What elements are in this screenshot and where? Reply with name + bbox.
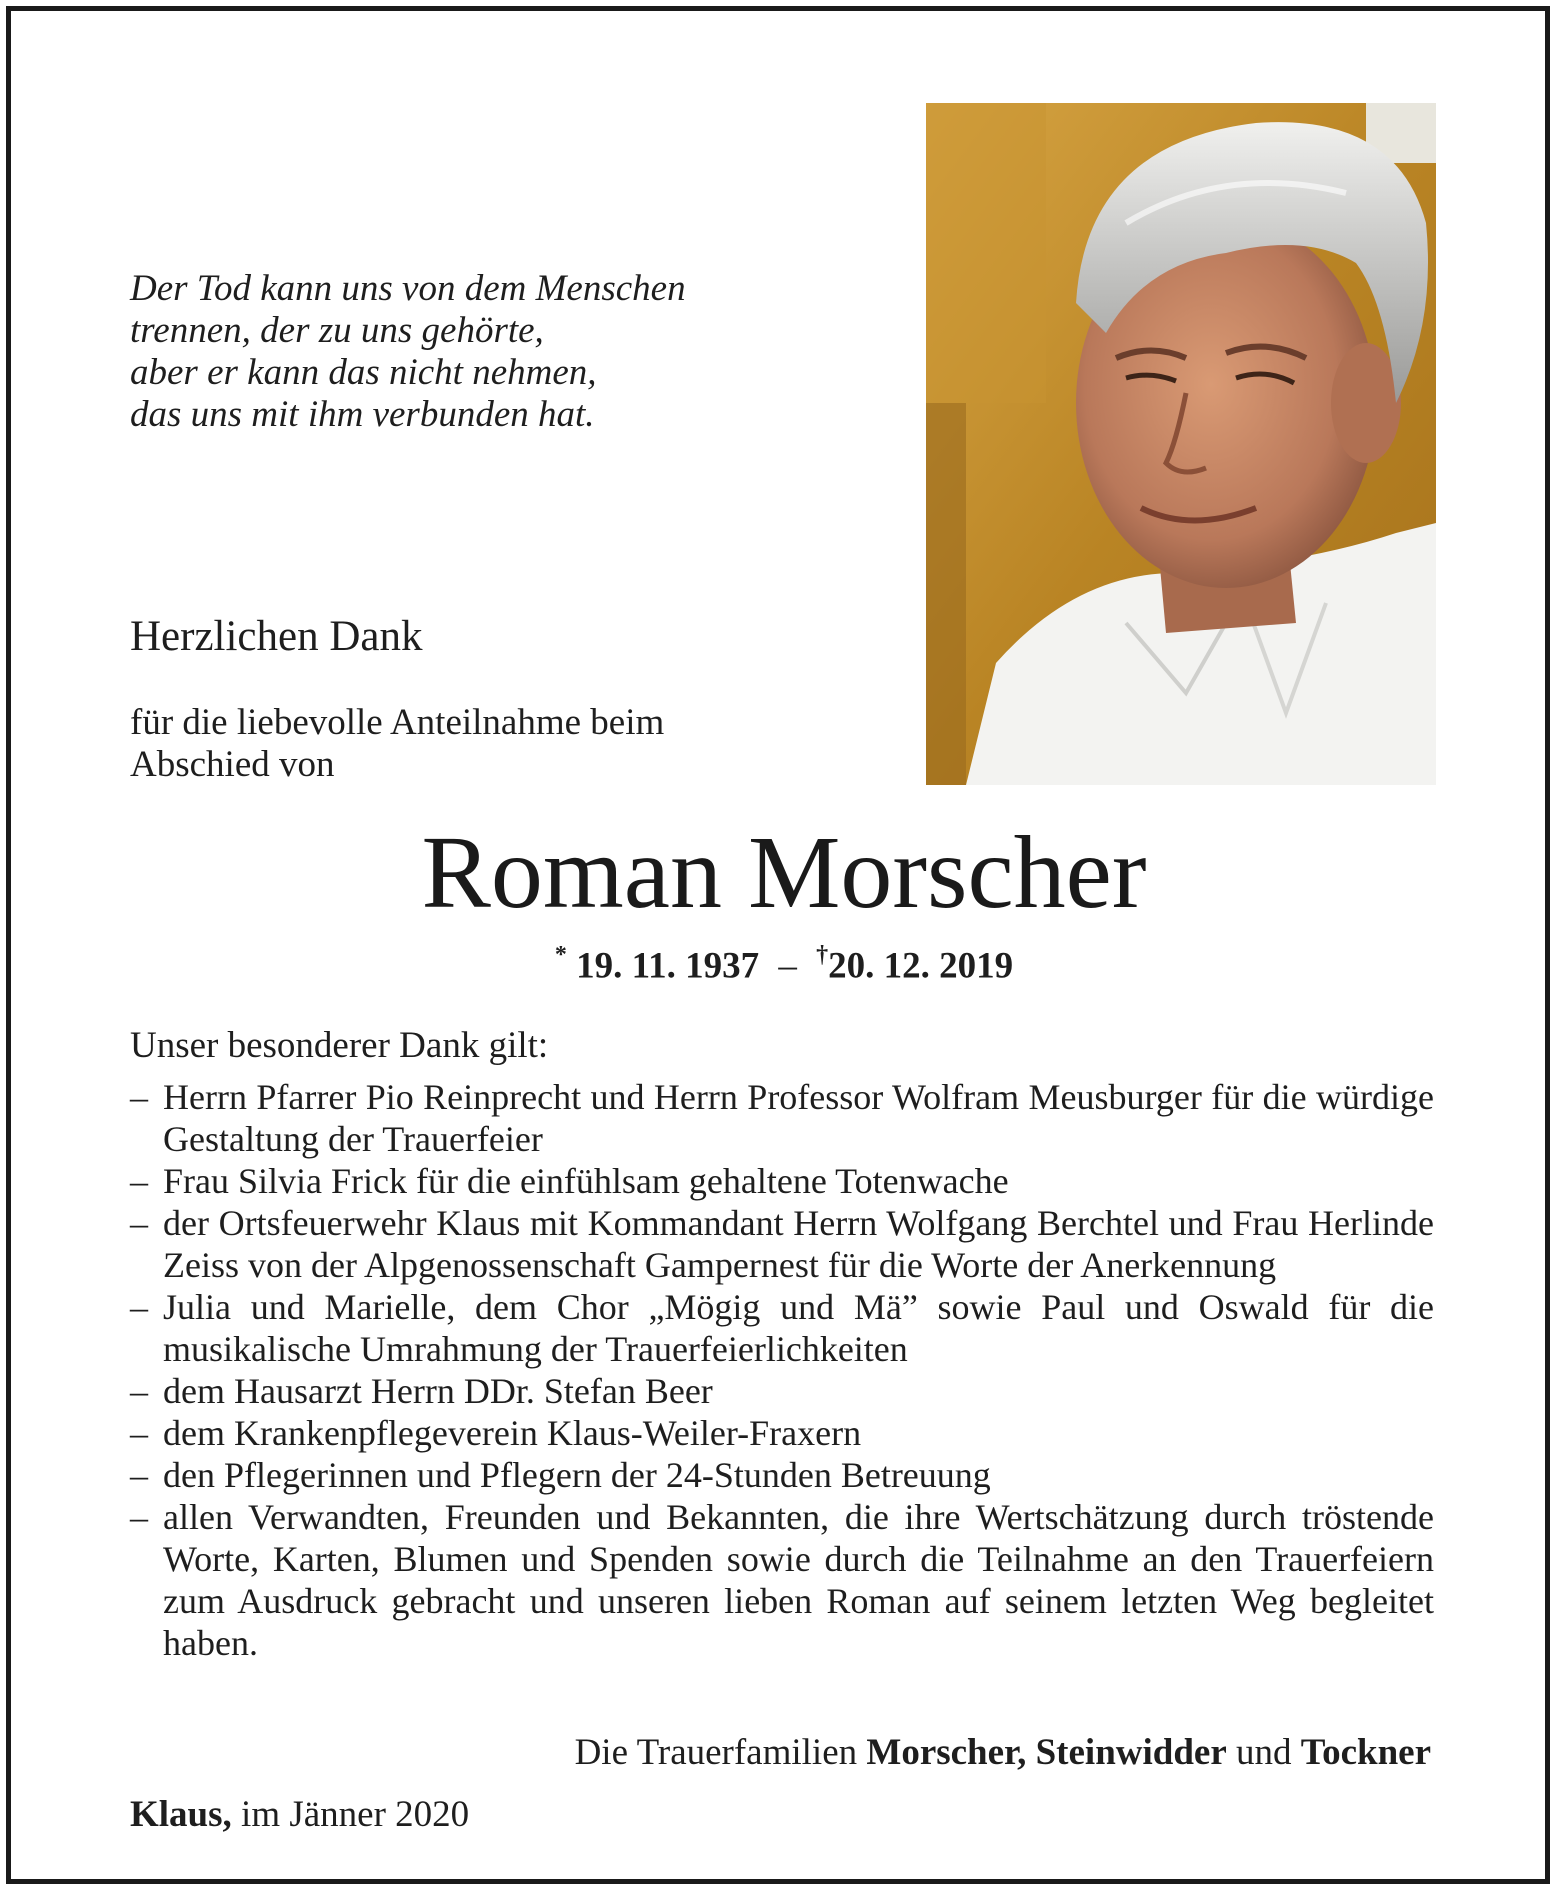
birth-date: 19. 11. 1937	[576, 945, 760, 987]
quote-line: trennen, der zu uns gehörte,	[130, 310, 544, 351]
dash-bullet: –	[130, 1413, 148, 1453]
list-item-text: Herrn Pfarrer Pio Reinprecht und Herrn Professor Wolfram Meusburger für die würdige Gestaltung der Trauerfeier	[163, 1077, 1434, 1159]
portrait-illustration	[926, 103, 1436, 785]
list-item-text: allen Verwandten, Freunden und Bekannten, die ihre Wertschätzung durch tröstende Worte, Karten, Blumen und Spenden sowie durch die Teilnahme an den Trauerfeiern zum Ausdruck gebracht und unseren lieben Roman auf seinem letzten Weg begleitet haben.	[163, 1497, 1434, 1663]
list-item-text: der Ortsfeuerwehr Klaus mit Kommandant Herrn Wolfgang Berchtel und Frau Herlinde Zeiss von der Alpgenossenschaft Gampernest für die Worte der Anerkennung	[163, 1203, 1434, 1285]
list-item-text: Frau Silvia Frick für die einfühlsam gehaltene Totenwache	[163, 1161, 1009, 1201]
list-item	[130, 1496, 1434, 1664]
list-item	[130, 1286, 1434, 1370]
list-item-text: dem Krankenpflegeverein Klaus-Weiler-Fraxern	[163, 1413, 862, 1453]
family-name: Morscher,	[866, 1732, 1027, 1773]
dash-bullet: –	[130, 1455, 148, 1495]
list-item	[130, 1160, 1434, 1202]
list-item-text: den Pflegerinnen und Pflegern der 24-Stunden Betreuung	[163, 1455, 991, 1495]
heading-herzlichen-dank: Herzlichen Dank	[130, 613, 423, 660]
family-name: Tockner	[1300, 1732, 1431, 1773]
death-date: 20. 12. 2019	[828, 945, 1014, 987]
signature-conjunction: und	[1236, 1732, 1292, 1773]
special-thanks-heading: Unser besonderer Dank gilt:	[130, 1025, 549, 1066]
place-date	[130, 1793, 469, 1836]
life-dates	[0, 944, 1568, 987]
place: Klaus,	[130, 1794, 232, 1835]
date: im Jänner 2020	[241, 1794, 470, 1835]
family-signature	[575, 1731, 1431, 1774]
dash-bullet: –	[130, 1497, 148, 1537]
intro-text	[130, 702, 664, 786]
intro-line: Abschied von	[130, 744, 335, 785]
memorial-quote	[130, 268, 686, 436]
death-symbol: †	[816, 942, 829, 968]
date-separator: –	[778, 945, 797, 987]
thanks-list	[130, 1076, 1434, 1664]
dash-bullet: –	[130, 1287, 148, 1327]
list-item	[130, 1370, 1434, 1412]
birth-symbol: *	[554, 942, 567, 968]
dash-bullet: –	[130, 1077, 148, 1117]
list-item	[130, 1454, 1434, 1496]
quote-line: aber er kann das nicht nehmen,	[130, 352, 597, 393]
list-item	[130, 1076, 1434, 1160]
dash-bullet: –	[130, 1161, 148, 1201]
quote-line: Der Tod kann uns von dem Menschen	[130, 268, 686, 309]
family-name: Steinwidder	[1035, 1732, 1227, 1773]
intro-line: für die liebevolle Anteilnahme beim	[130, 702, 665, 743]
list-item-text: Julia und Marielle, dem Chor „Mögig und Mä” sowie Paul und Oswald für die musikalische Umrahmung der Trauerfeierlichkeiten	[163, 1287, 1434, 1369]
signature-prefix: Die Trauerfamilien	[574, 1732, 858, 1773]
list-item	[130, 1202, 1434, 1286]
list-item	[130, 1412, 1434, 1454]
list-item-text: dem Hausarzt Herrn DDr. Stefan Beer	[163, 1371, 713, 1411]
quote-line: das uns mit ihm verbunden hat.	[130, 394, 595, 435]
dash-bullet: –	[130, 1203, 148, 1243]
portrait-photo	[926, 103, 1436, 785]
deceased-name: Roman Morscher	[421, 815, 1147, 930]
dash-bullet: –	[130, 1371, 148, 1411]
